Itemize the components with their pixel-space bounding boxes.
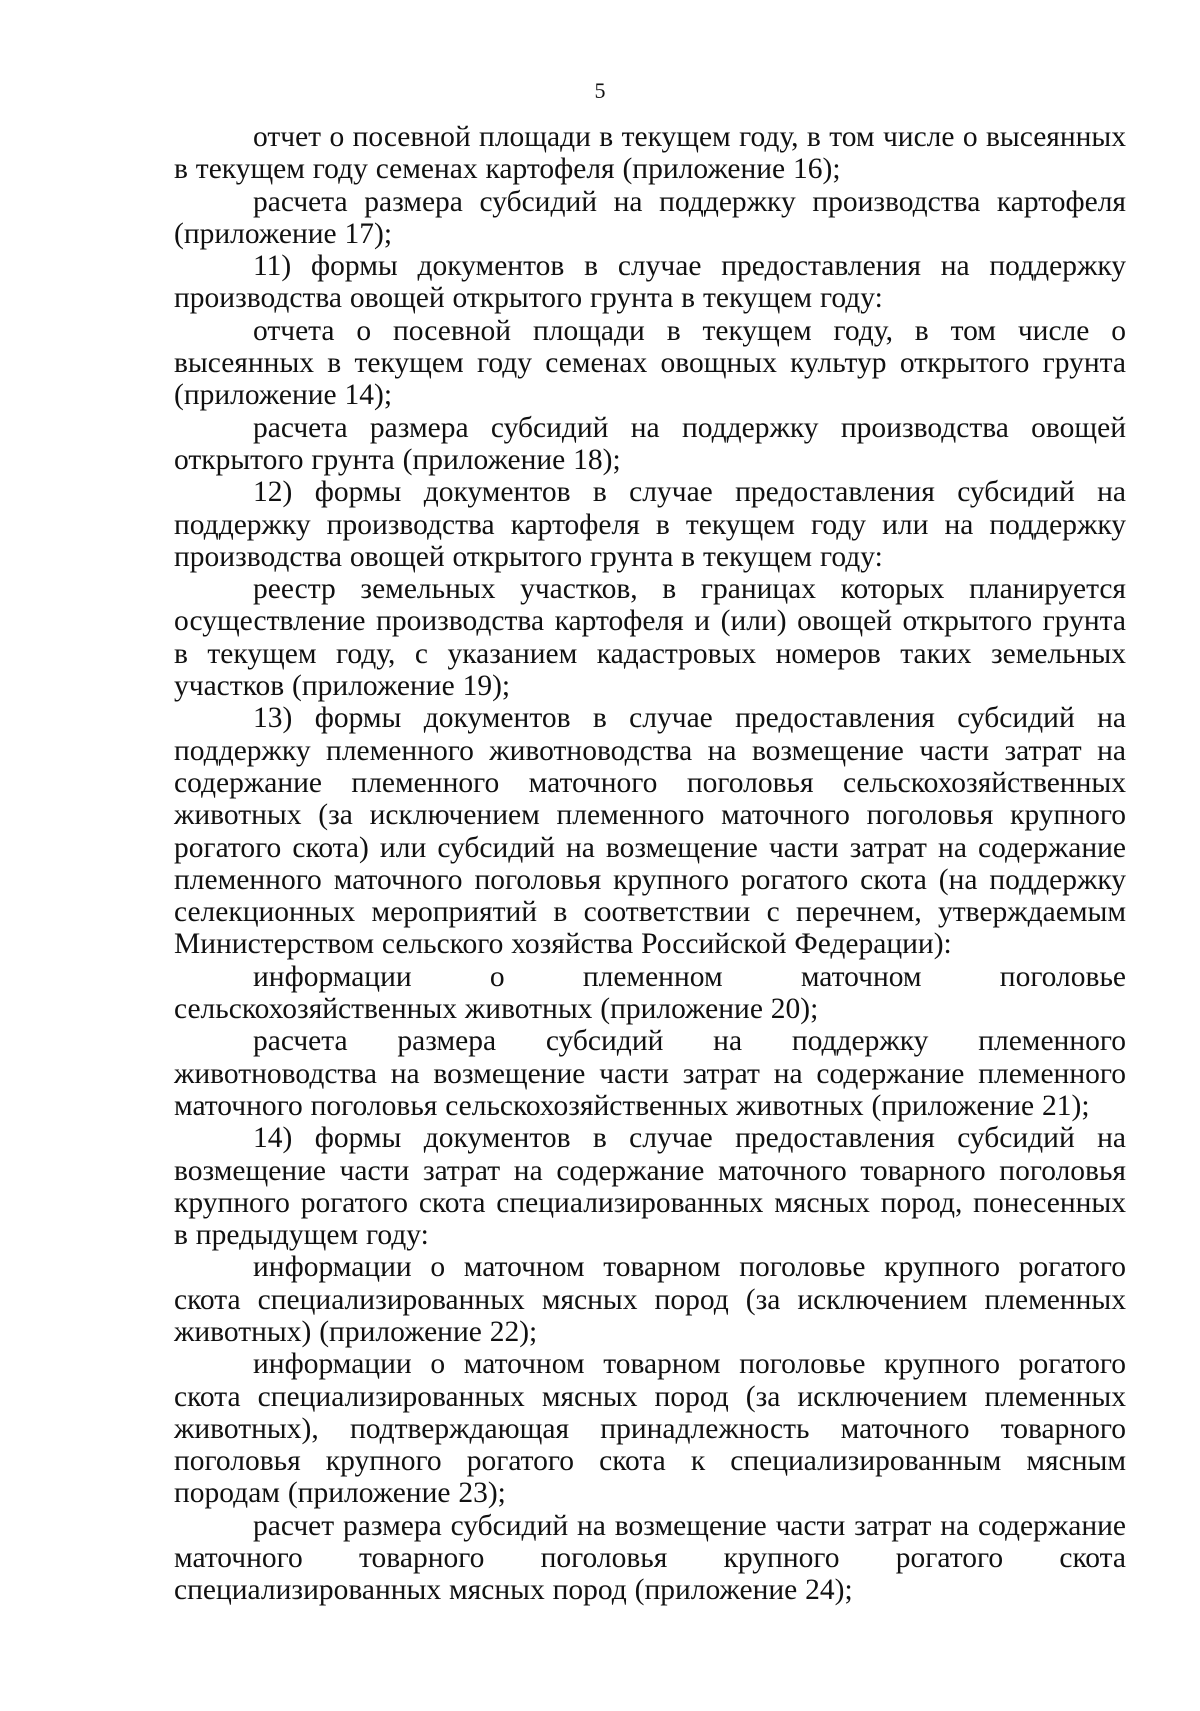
- paragraph-item-14: 14) формы документов в случае предоставления субсидий на возмещение части затрат на содержание маточного товарного поголовья крупного рогатого скота специализированных мясных пород, понесенных в предыдущем году:: [174, 1122, 1126, 1252]
- paragraph-beef-breed-confirmation: информации о маточном товарном поголовье крупного рогатого скота специализированных мясных пород (за исключением племенных животных), подтверждающая принадлежность маточного товарного поголовья крупного рогатого скота к специализированным мясным породам (приложение 23);: [174, 1348, 1126, 1510]
- document-body: [174, 121, 1126, 1607]
- paragraph-vegetable-sowing-report: отчета о посевной площади в текущем году, в том числе о высеянных в текущем году семенах овощных культур открытого грунта (приложение 14);: [174, 314, 1126, 412]
- paragraph-item-13: 13) формы документов в случае предоставления субсидий на поддержку племенного животноводства на возмещение части затрат на содержание племенного маточного поголовья сельскохозяйственных животных (за исключением племенного маточного поголовья крупного рогатого скота) или субсидий на возмещение части затрат на содержание племенного маточного поголовья крупного рогатого скота (на поддержку селекционных мероприятий в соответствии с перечнем, утверждаемым Министерством сельского хозяйства Российской Федерации):: [174, 702, 1126, 961]
- paragraph-item-12: 12) формы документов в случае предоставления субсидий на поддержку производства картофеля в текущем году или на поддержку производства овощей открытого грунта в текущем году:: [174, 476, 1126, 573]
- paragraph-land-plot-registry: реестр земельных участков, в границах которых планируется осуществление производства картофеля и (или) овощей открытого грунта в текущем году, с указанием кадастровых номеров таких земельных участков (приложение 19);: [174, 573, 1126, 703]
- paragraph-breeding-subsidy-calculation: расчета размера субсидий на поддержку племенного животноводства на возмещение части затрат на содержание племенного маточного поголовья сельскохозяйственных животных (приложение 21);: [174, 1025, 1126, 1122]
- paragraph-item-11: 11) формы документов в случае предоставления на поддержку производства овощей открытого грунта в текущем году:: [174, 250, 1126, 315]
- paragraph-vegetable-subsidy-calculation: расчета размера субсидий на поддержку производства овощей открытого грунта (приложение 18);: [174, 411, 1126, 476]
- paragraph-beef-subsidy-calculation: расчет размера субсидий на возмещение части затрат на содержание маточного товарного поголовья крупного рогатого скота специализированных мясных пород (приложение 24);: [174, 1509, 1126, 1607]
- paragraph-potato-subsidy-calculation: расчета размера субсидий на поддержку производства картофеля (приложение 17);: [174, 185, 1126, 250]
- paragraph-potato-sowing-report: отчет о посевной площади в текущем году, в том числе о высеянных в текущем году семенах картофеля (приложение 16);: [174, 121, 1126, 186]
- paragraph-beef-cattle-info: информации о маточном товарном поголовье крупного рогатого скота специализированных мясных пород (за исключением племенных животных) (приложение 22);: [174, 1251, 1126, 1348]
- paragraph-breeding-livestock-info: информации о племенном маточном поголовье сельскохозяйственных животных (приложение 20);: [174, 960, 1126, 1026]
- page-number: 5: [594, 78, 606, 103]
